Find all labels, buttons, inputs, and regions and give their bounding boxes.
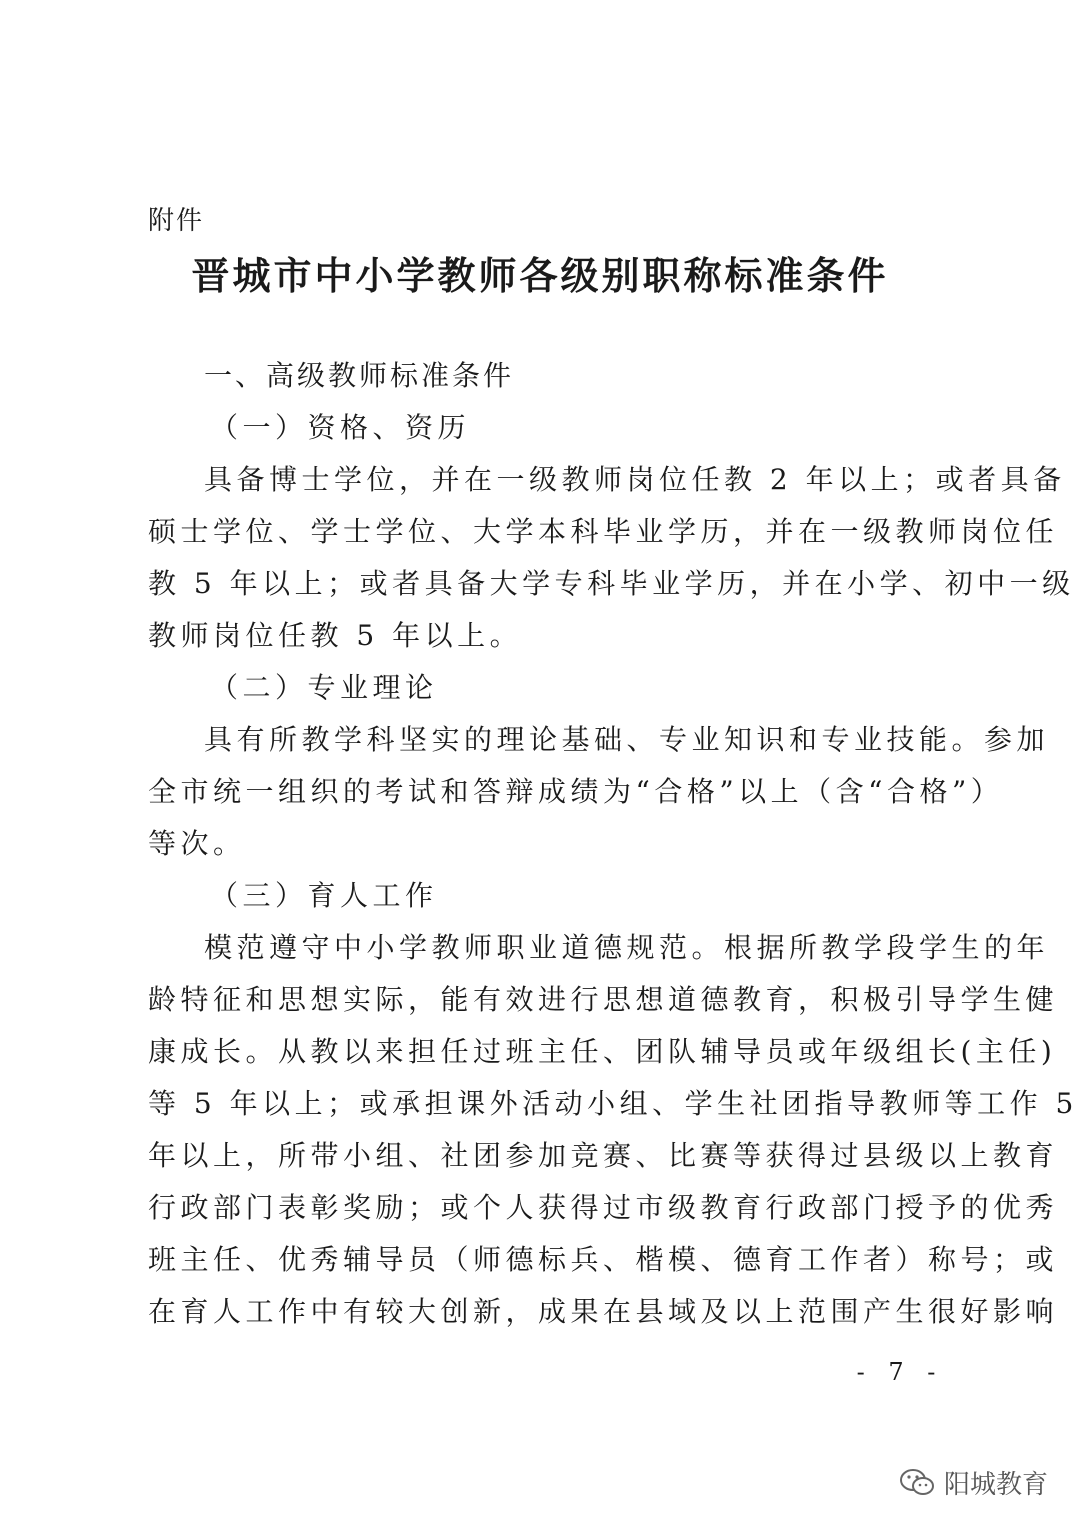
paragraph-line: 在育人工作中有较大创新，成果在县域及以上范围产生很好影响: [148, 1295, 1059, 1328]
paragraph-line: 教 5 年以上；或者具备大学专科毕业学历，并在小学、初中一级: [148, 567, 1075, 600]
paragraph-line: 全市统一组织的考试和答辩成绩为“合格”以上（含“合格”）: [148, 775, 1004, 808]
paragraph-line: 等次。: [148, 827, 246, 860]
section-heading: 一、高级教师标准条件: [204, 359, 515, 392]
paragraph-line: 具有所教学科坚实的理论基础、专业知识和专业技能。参加: [204, 723, 1050, 756]
subsection-heading: （一）资格、资历: [210, 411, 471, 444]
source-watermark: [898, 1464, 1048, 1501]
document-body: [148, 350, 1078, 1338]
paragraph-line: 年以上，所带小组、社团参加竞赛、比赛等获得过县级以上教育: [148, 1139, 1059, 1172]
document-title: 晋城市中小学教师各级别职称标准条件: [191, 254, 889, 298]
attachment-label: 附件: [148, 206, 205, 236]
paragraph-line: 等 5 年以上；或承担课外活动小组、学生社团指导教师等工作 5: [148, 1087, 1078, 1120]
paragraph-line: 龄特征和思想实际，能有效进行思想道德教育，积极引导学生健: [148, 983, 1059, 1016]
paragraph-line: 教师岗位任教 5 年以上。: [148, 619, 523, 652]
paragraph-line: 模范遵守中小学教师职业道德规范。根据所教学段学生的年: [204, 931, 1050, 964]
paragraph-line: 具备博士学位，并在一级教师岗位任教 2 年以上；或者具备: [204, 463, 1066, 496]
wechat-icon: [898, 1467, 936, 1499]
paragraph-line: 康成长。从教以来担任过班主任、团队辅导员或年级组长(主任): [148, 1035, 1057, 1068]
subsection-heading: （二）专业理论: [210, 671, 438, 704]
paragraph-line: 硕士学位、学士学位、大学本科毕业学历，并在一级教师岗位任: [148, 515, 1059, 548]
paragraph-line: 行政部门表彰奖励；或个人获得过市级教育行政部门授予的优秀: [148, 1191, 1059, 1224]
paragraph-line: 班主任、优秀辅导员（师德标兵、楷模、德育工作者）称号；或: [148, 1243, 1059, 1276]
subsection-heading: （三）育人工作: [210, 879, 438, 912]
watermark-label: 阳城教育: [943, 1470, 1048, 1500]
page-number: - 7 -: [856, 1358, 944, 1386]
